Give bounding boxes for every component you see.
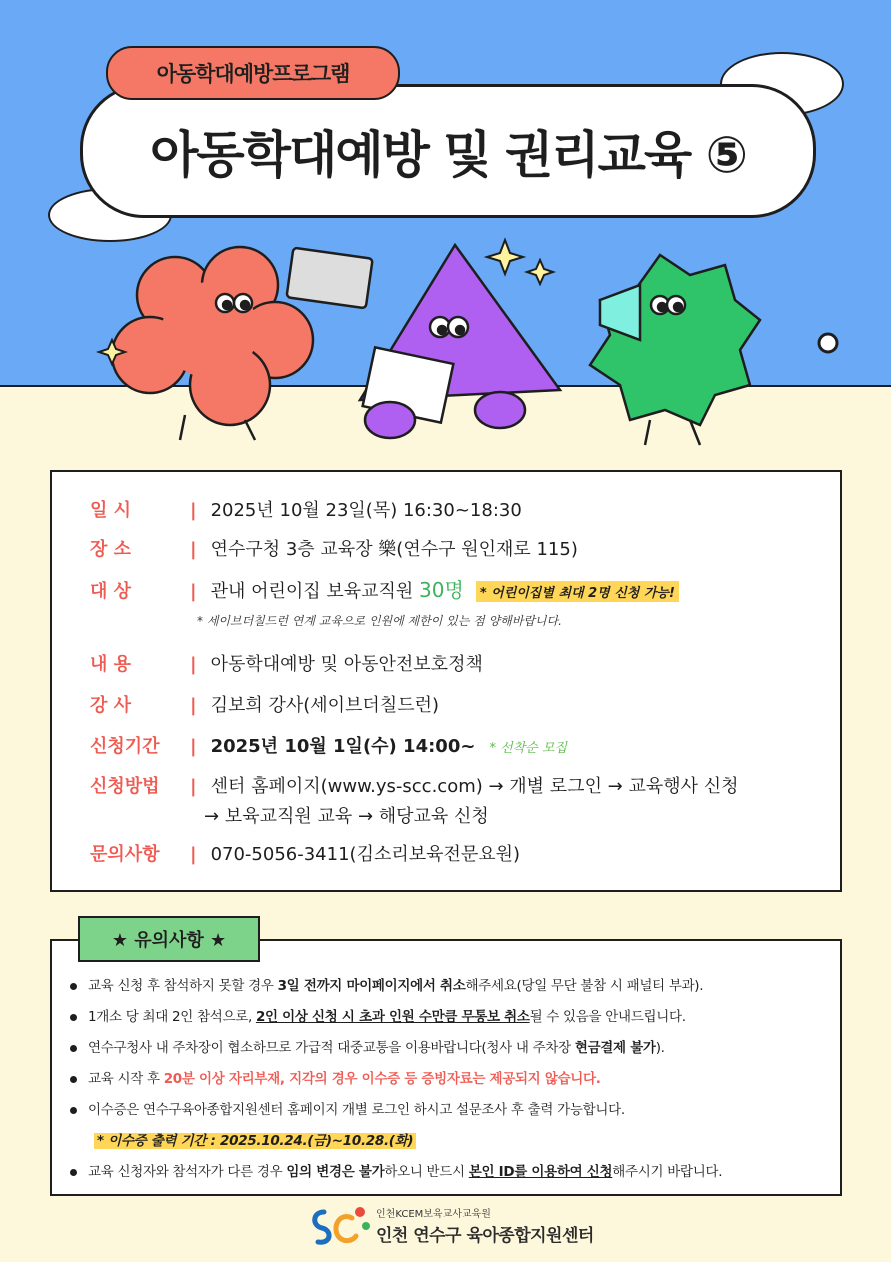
separator: | — [190, 844, 197, 865]
method-line2: → 보육교직원 교육 → 해당교육 신청 — [204, 806, 489, 827]
method-row-2 — [204, 802, 489, 828]
center-logo-icon — [310, 1204, 372, 1248]
separator: | — [190, 539, 197, 560]
separator: | — [190, 500, 197, 521]
instructor-value: 김보희 강사(세이브더칠드런) — [210, 695, 439, 716]
separator: | — [190, 776, 197, 797]
target-count: 30명 — [419, 578, 464, 602]
footer-org-small: 인천KCEM보육교사교육원 — [376, 1209, 491, 1220]
list-item-note: * 이수증 출력 기간 : 2025.10.24.(금)~10.28.(화) — [68, 1126, 828, 1157]
list-item: 연수구청사 내 주차장이 협소하므로 가급적 대중교통을 이용바랍니다(청사 내 주차장 현금결제 불가). — [68, 1033, 828, 1064]
event-info-card — [50, 470, 842, 892]
contact-label: 문의사항 — [90, 844, 160, 865]
content-row — [90, 650, 483, 676]
red-flower-character — [112, 247, 373, 440]
instructor-row — [90, 691, 439, 717]
page-title-box — [80, 84, 816, 218]
page-title: 아동학대예방 및 권리교육 ⑤ — [150, 126, 746, 184]
place-row — [90, 535, 578, 561]
green-spiky-character — [590, 255, 760, 445]
characters-illustration — [0, 225, 891, 455]
contact-row — [90, 840, 520, 866]
program-label: 아동학대예방프로그램 — [106, 46, 400, 100]
separator: | — [190, 654, 197, 675]
instructor-label: 강 사 — [90, 695, 132, 716]
content-label: 내 용 — [90, 654, 132, 675]
list-item: 교육 신청자와 참석자가 다른 경우 임의 변경은 불가하오니 반드시 본인 ID를 이용하여 신청해주시기 바랍니다. — [68, 1157, 828, 1188]
list-item: 교육 신청 후 참석하지 못할 경우 3일 전까지 마이페이지에서 취소해주세요(당일 무단 불참 시 패널티 부과). — [68, 971, 828, 1002]
separator: | — [190, 695, 197, 716]
footer-logo — [310, 1200, 600, 1252]
method-row — [90, 772, 739, 798]
list-item: 1개소 당 최대 2인 참석으로, 2인 이상 신청 시 초과 인원 수만큼 무통보 취소될 수 있음을 안내드립니다. — [68, 1002, 828, 1033]
separator: | — [190, 736, 197, 757]
period-row — [90, 732, 567, 758]
period-value: 2025년 10월 1일(수) 14:00~ — [210, 736, 476, 757]
target-label: 대 상 — [90, 581, 132, 602]
date-value: 2025년 10월 23일(목) 16:30~18:30 — [210, 500, 522, 521]
contact-value: 070-5056-3411(김소리보육전문요원) — [210, 844, 521, 865]
notice-list — [68, 971, 828, 1188]
date-label: 일 시 — [90, 500, 132, 521]
list-item: 교육 시작 후 20분 이상 자리부재, 지각의 경우 이수증 등 증빙자료는 제공되지 않습니다. — [68, 1064, 828, 1095]
target-highlight: * 어린이집별 최대 2명 신청 가능! — [476, 581, 679, 602]
method-line1: 센터 홈페이지(www.ys-scc.com) → 개별 로그인 → 교육행사 신청 — [210, 776, 739, 797]
method-label: 신청방법 — [90, 776, 160, 797]
content-value: 아동학대예방 및 아동안전보호정책 — [210, 654, 483, 675]
target-row — [90, 574, 679, 603]
target-value: 관내 어린이집 보육교직원 — [210, 581, 414, 602]
place-value: 연수구청 3층 교육장 樂(연수구 원인재로 115) — [210, 539, 578, 560]
list-item: 이수증은 연수구육아종합지원센터 홈페이지 개별 로그인 하시고 설문조사 후 출력 가능합니다. — [68, 1095, 828, 1126]
ring-decoration — [819, 334, 837, 352]
footer-org-name: 인천 연수구 육아종합지원센터 — [376, 1226, 594, 1246]
notice-title: ★ 유의사항 ★ — [78, 916, 260, 962]
period-note: * 선착순 모집 — [489, 741, 567, 756]
target-note: * 세이브더칠드런 연계 교육으로 인원에 제한이 있는 점 양해바랍니다. — [197, 614, 562, 628]
notice-box — [50, 939, 842, 1196]
date-row — [90, 496, 522, 522]
period-label: 신청기간 — [90, 736, 160, 757]
separator: | — [190, 581, 197, 602]
place-label: 장 소 — [90, 539, 132, 560]
